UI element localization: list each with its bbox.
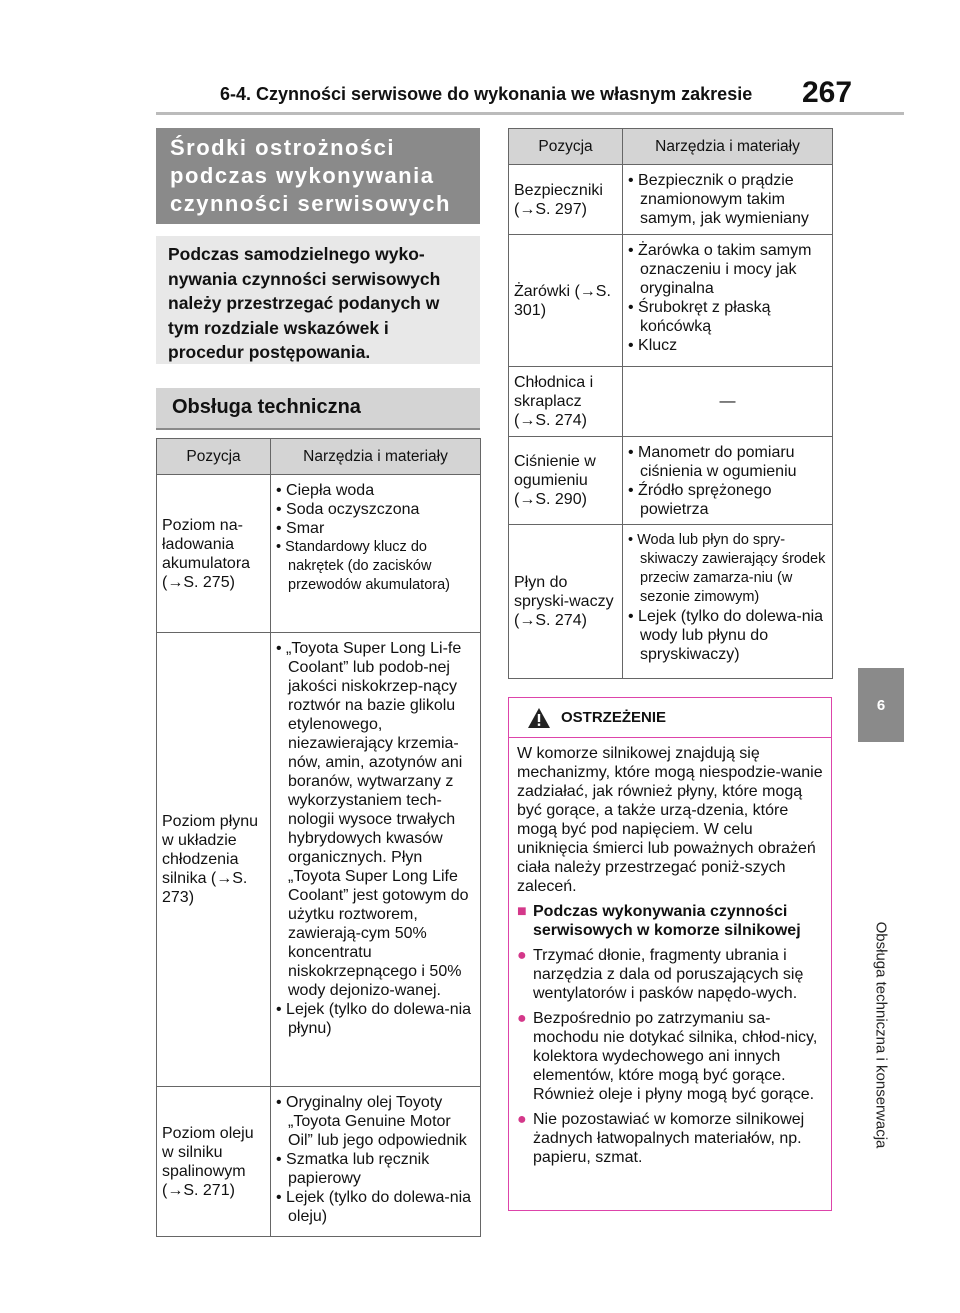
table-header-row bbox=[157, 439, 481, 475]
section-title: Środki ostrożności podczas wykonywania czynności serwisowych bbox=[156, 128, 480, 224]
header-divider bbox=[156, 112, 904, 115]
warning-bullet bbox=[517, 1009, 823, 1104]
tool-item: • Bezpiecznik o prądzie znamionowym takim samym, jak wymieniany bbox=[628, 171, 827, 228]
tool-item: • Lejek (tylko do dolewa-nia płynu) bbox=[276, 1000, 475, 1038]
row-item: Poziom na-ładowania akumulatora (→S. 275) bbox=[157, 475, 271, 633]
tool-item: • Standardowy klucz do nakrętek (do zacisków przewodów akumulatora) bbox=[276, 538, 475, 595]
warning-bullet-text: Nie pozostawiać w komorze silnikowej żadnych łatwopalnych materiałów, np. papieru, szmat. bbox=[533, 1111, 805, 1166]
warning-bullet bbox=[517, 946, 823, 1003]
warning-box bbox=[508, 697, 832, 1211]
maintenance-table-right bbox=[508, 128, 833, 679]
warning-subheading bbox=[517, 902, 823, 940]
row-tools: — bbox=[623, 367, 833, 437]
column-header-tools: Narzędzia i materiały bbox=[271, 439, 481, 475]
column-header-item: Pozycja bbox=[157, 439, 271, 475]
column-header-tools: Narzędzia i materiały bbox=[623, 129, 833, 165]
row-tools bbox=[623, 437, 833, 525]
circle-bullet-icon: ● bbox=[517, 1111, 527, 1128]
row-tools bbox=[271, 633, 481, 1087]
square-bullet-icon: ■ bbox=[517, 903, 527, 920]
tool-item: • Żarówka o takim samym oznaczeniu i mocy jak oryginalna bbox=[628, 241, 827, 298]
row-item: Ciśnienie w ogumieniu (→S. 290) bbox=[509, 437, 623, 525]
row-tools bbox=[271, 475, 481, 633]
row-item: Żarówki (→S. 301) bbox=[509, 235, 623, 367]
table-row bbox=[157, 1087, 481, 1237]
row-item: Poziom płynu w układzie chłodzenia silnika (→S. 273) bbox=[157, 633, 271, 1087]
tool-item: • Lejek (tylko do dolewa-nia oleju) bbox=[276, 1188, 475, 1226]
circle-bullet-icon: ● bbox=[517, 1010, 527, 1027]
subsection-divider bbox=[156, 428, 480, 430]
tool-item: • Źródło sprężonego powietrza bbox=[628, 481, 827, 519]
tool-item: • Szmatka lub ręcznik papierowy bbox=[276, 1150, 475, 1188]
warning-bullet-text: Bezpośrednio po zatrzymaniu sa-mochodu nie dotykać silnika, chłod-nicy, kolektora wydechowego ani innych elementów, które mogą być gorące. Również oleje i płyny mogą być gorące. bbox=[533, 1010, 818, 1103]
warning-title: OSTRZEŻENIE bbox=[561, 709, 667, 726]
chapter-tab[interactable]: 6 bbox=[858, 668, 904, 742]
section-intro: Podczas samodzielnego wyko-nywania czynności serwisowych należy przestrzegać podanych w tym rozdziale wskazówek i procedur postępowania. bbox=[156, 236, 480, 364]
tool-item: • Lejek (tylko do dolewa-nia wody lub płynu do spryskiwaczy) bbox=[628, 607, 827, 664]
table-header-row bbox=[509, 129, 833, 165]
row-tools bbox=[623, 525, 833, 679]
warning-intro: W komorze silnikowej znajdują się mechanizmy, które mogą niespodzie-wanie zadziałać, jak również płyny, które mogą być gorące, a także urzą-dzenia, które mogą być pod napięciem. W celu uniknięcia śmierci lub poważnych obrażeń ciała należy przestrzegać poniż-szych zaleceń. bbox=[517, 745, 823, 895]
page-number: 267 bbox=[802, 76, 853, 109]
header-title: 6-4. Czynności serwisowe do wykonania we własnym zakresie bbox=[220, 84, 753, 104]
table-row bbox=[157, 633, 481, 1087]
tool-item: • Klucz bbox=[628, 336, 827, 355]
table-row bbox=[509, 437, 833, 525]
tool-item: • Soda oczyszczona bbox=[276, 500, 475, 519]
tool-item: • Oryginalny olej Toyoty „Toyota Genuine Motor Oil” lub jego odpowiednik bbox=[276, 1093, 475, 1150]
tool-item: • „Toyota Super Long Li-fe Coolant” lub podob-nej jakości niskokrzep-nący roztwór na bazie glikolu etylenowego, niezawierający krzemia-nów, amin, azotynów ani boranów, wytwarzany z wykorzystaniem tech-nologii wysoce trwałych hybrydowych kwasów organicznych. Płyn „Toyota Super Long Life Coolant” jest gotowym do użytku roztworem, zawierają-cym 50% koncentratu niskokrzepnącego i 50% wody dejonizo-wanej. bbox=[276, 639, 475, 1000]
row-item: Bezpieczniki (→S. 297) bbox=[509, 165, 623, 235]
tool-item: • Manometr do pomiaru ciśnienia w ogumieniu bbox=[628, 443, 827, 481]
subsection-title: Obsługa techniczna bbox=[156, 388, 480, 428]
warning-body bbox=[509, 738, 831, 1173]
row-item: Poziom oleju w silniku spalinowym (→S. 271) bbox=[157, 1087, 271, 1237]
row-tools bbox=[623, 165, 833, 235]
chapter-label: Obsługa techniczna i konserwacja bbox=[872, 921, 890, 1149]
table-row bbox=[509, 165, 833, 235]
warning-subheading-text: Podczas wykonywania czynności serwisowych w komorze silnikowej bbox=[533, 903, 801, 939]
row-tools bbox=[623, 235, 833, 367]
tool-item: • Śrubokręt z płaską końcówką bbox=[628, 298, 827, 336]
tool-item: • Woda lub płyn do spry-skiwaczy zawierający środek przeciw zamarza-niu (w sezonie zimowym) bbox=[628, 531, 827, 607]
tool-item: • Ciepła woda bbox=[276, 481, 475, 500]
maintenance-table-left bbox=[156, 438, 481, 1237]
warning-header bbox=[509, 698, 831, 738]
table-row bbox=[509, 367, 833, 437]
row-tools bbox=[271, 1087, 481, 1237]
circle-bullet-icon: ● bbox=[517, 947, 527, 964]
row-item: Płyn do spryski-waczy (→S. 274) bbox=[509, 525, 623, 679]
column-header-item: Pozycja bbox=[509, 129, 623, 165]
table-row bbox=[509, 235, 833, 367]
row-item: Chłodnica i skraplacz (→S. 274) bbox=[509, 367, 623, 437]
table-row bbox=[157, 475, 481, 633]
warning-bullet bbox=[517, 1110, 823, 1167]
warning-bullet-text: Trzymać dłonie, fragmenty ubrania i narzędzia z dala od poruszających się wentylatorów i pasków napędo-wych. bbox=[533, 947, 804, 1002]
table-row bbox=[509, 525, 833, 679]
warning-triangle-icon bbox=[527, 707, 551, 729]
tool-item: • Smar bbox=[276, 519, 475, 538]
